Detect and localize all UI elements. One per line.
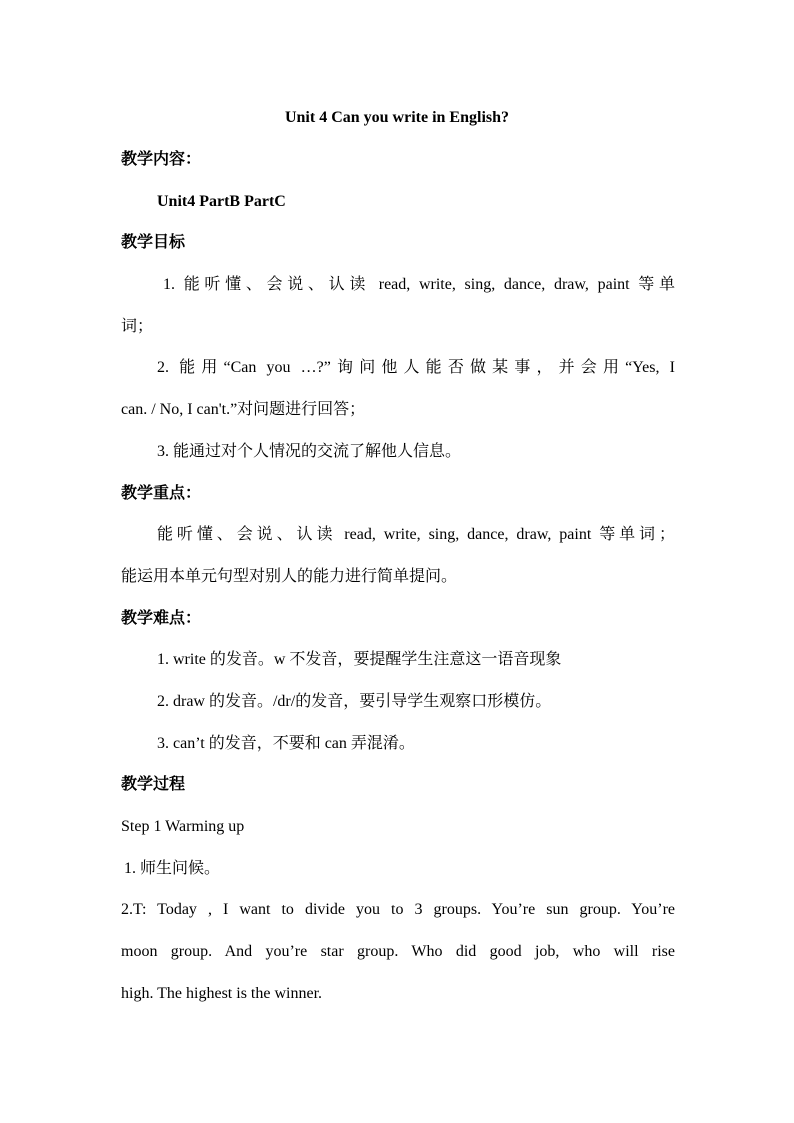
key-points-line-1: 能听懂、会说、认读 read, write, sing, dance, draw, paint 等单词； xyxy=(157,526,675,543)
step-1-item-2-line-2: moon group. And you’re star group. Who did good job, who will rise xyxy=(121,943,675,960)
goal-2-line-1: 2. 能用“Can you …?”询问他人能否做某事，并会用“Yes, I xyxy=(157,359,675,376)
difficulties-heading: 教学难点： xyxy=(121,610,202,627)
content-line: Unit4 PartB PartC xyxy=(157,193,286,210)
difficulty-1: 1. write 的发音。w 不发音，要提醒学生注意这一语音现象 xyxy=(157,651,562,668)
difficulty-2: 2. draw 的发音。/dr/的发音，要引导学生观察口形模仿。 xyxy=(157,693,552,710)
step-1-title: Step 1 Warming up xyxy=(121,818,245,835)
goal-1-line-2: 词； xyxy=(121,318,154,335)
key-points-line-2: 能运用本单元句型对别人的能力进行简单提问。 xyxy=(121,568,458,585)
step-1-item-2-line-1: 2.T: Today , I want to divide you to 3 groups. You’re sun group. You’re xyxy=(121,901,675,918)
goals-heading: 教学目标 xyxy=(121,234,186,251)
process-heading: 教学过程 xyxy=(121,776,186,793)
goal-1-line-1: 1. 能听懂、会说、认读 read, write, sing, dance, draw, paint 等单 xyxy=(163,276,675,293)
step-1-item-2-line-3: high. The highest is the winner. xyxy=(121,985,323,1002)
step-1-item-1: 1. 师生问候。 xyxy=(124,860,221,877)
content-heading: 教学内容： xyxy=(121,151,202,168)
difficulty-3: 3. can’t 的发音，不要和 can 弄混淆。 xyxy=(157,735,415,752)
doc-title: Unit 4 Can you write in English? xyxy=(284,109,510,126)
key-points-heading: 教学重点： xyxy=(121,485,202,502)
goal-2-line-2: can. / No, I can't.”对问题进行回答； xyxy=(121,401,366,418)
goal-3: 3. 能通过对个人情况的交流了解他人信息。 xyxy=(157,443,462,460)
